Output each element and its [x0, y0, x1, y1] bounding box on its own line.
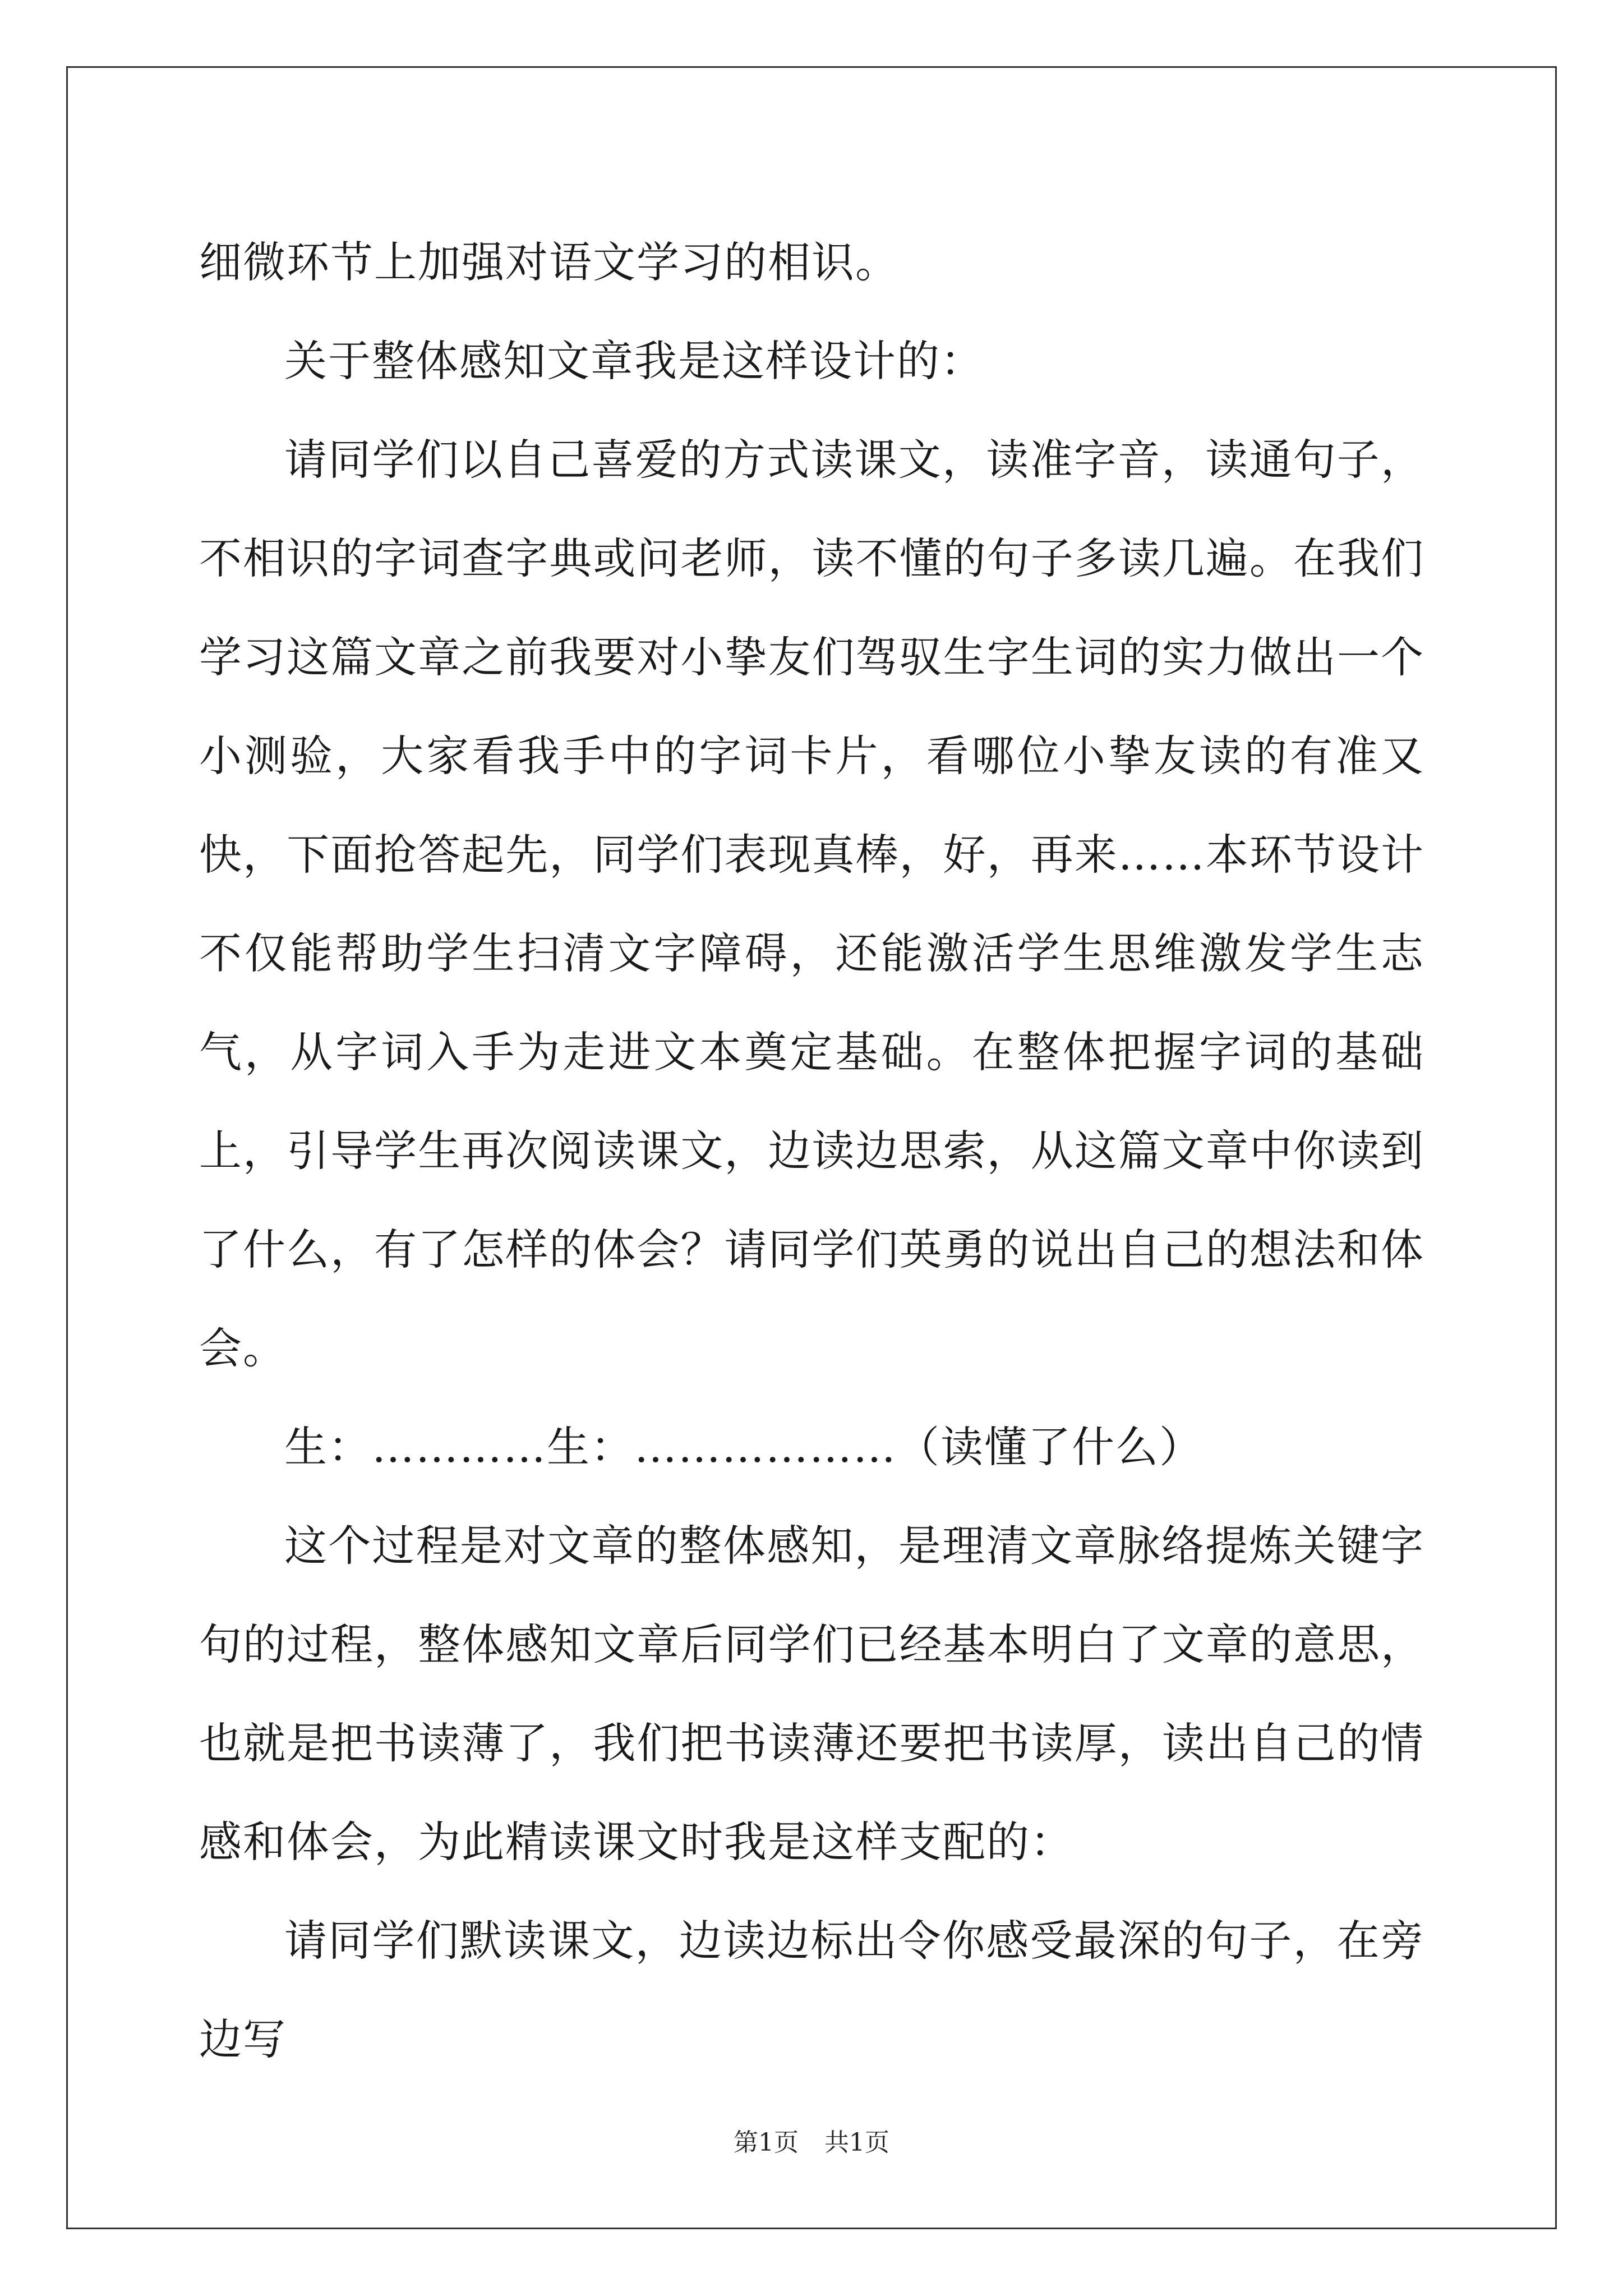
- paragraph-3: 请同学们以自己喜爱的方式读课文，读准字音，读通句子，不相识的字词查字典或问老师，读不懂的句子多读几遍。在我们学习这篇文章之前我要对小挚友们驾驭生字生词的实力做出一个小测验，大家看我手中的字词卡片，看哪位小挚友读的有准又快，下面抢答起先，同学们表现真棒，好，再来……本环节设计不仅能帮助学生扫清文字障碍，还能激活学生思维激发学生志气，从字词入手为走进文本奠定基础。在整体把握字词的基础上，引导学生再次阅读课文，边读边思索，从这篇文章中你读到了什么，有了怎样的体会？请同学们英勇的说出自己的想法和体会。: [199, 435, 1424, 1373]
- page-total: 共1页: [824, 2128, 889, 2157]
- page-number: 第1页: [734, 2128, 799, 2157]
- paragraph-4: 生：…………生：………………（读懂了什么）: [284, 1422, 1203, 1472]
- document-body: [199, 213, 1424, 2089]
- page-footer: [0, 2126, 1623, 2160]
- paragraph-6: 请同学们默读课文，边读边标出令你感受最深的句子，在旁边写: [199, 1916, 1424, 2064]
- paragraph-2: 关于整体感知文章我是这样设计的：: [284, 336, 984, 386]
- paragraph-1: 细微环节上加强对语文学习的相识。: [199, 237, 899, 287]
- paragraph-5: 这个过程是对文章的整体感知，是理清文章脉络提炼关键字句的过程，整体感知文章后同学们已经基本明白了文章的意思，也就是把书读薄了，我们把书读薄还要把书读厚，读出自己的情感和体会，为此精读课文时我是这样支配的：: [199, 1521, 1424, 1867]
